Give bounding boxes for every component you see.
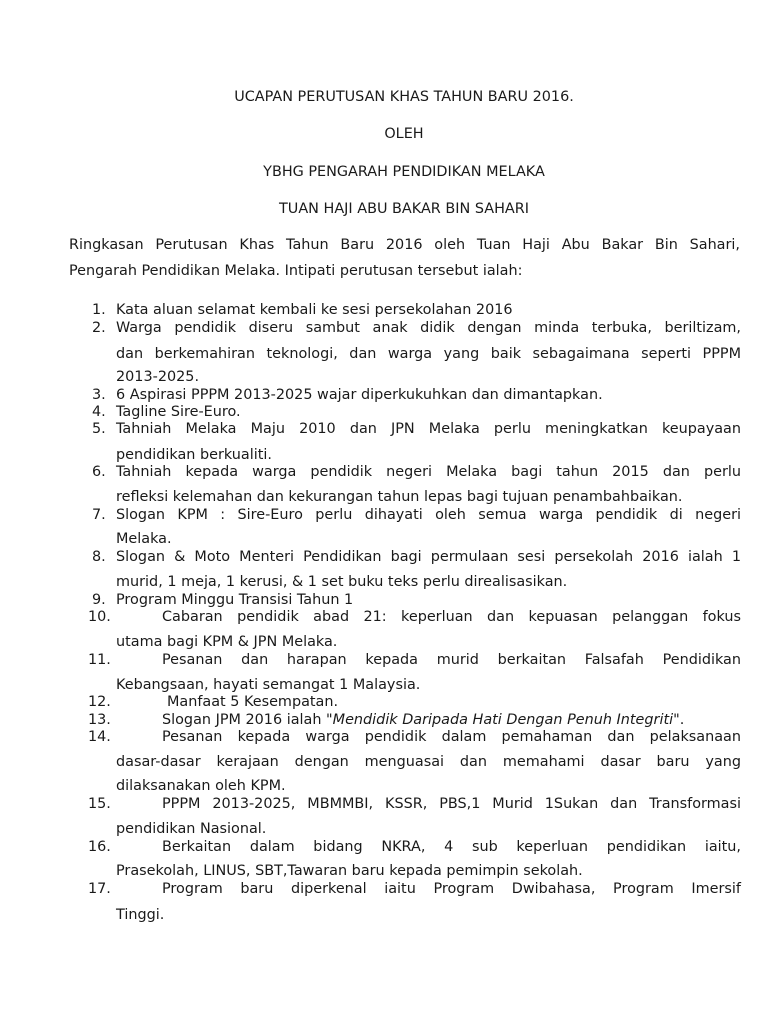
slogan-prefix: Slogan JPM 2016 ialah ": [162, 712, 333, 728]
list-number: 10.: [88, 609, 111, 625]
list-number: 8.: [92, 549, 106, 565]
list-text-continued: 2013-2025.: [116, 369, 200, 385]
list-number: 5.: [92, 421, 106, 437]
list-text: Slogan KPM : Sire-Euro perlu dihayati oleh semua warga pendidik di negeri: [116, 507, 741, 523]
list-text: Berkaitan dalam bidang NKRA, 4 sub keperluan pendidikan iaitu,: [162, 839, 741, 855]
list-text-continued: dilaksanakan oleh KPM.: [116, 778, 286, 794]
list-number: 7.: [92, 507, 106, 523]
intro-line-1: Ringkasan Perutusan Khas Tahun Baru 2016 oleh Tuan Haji Abu Bakar Bin Sahari,: [69, 237, 740, 253]
list-text-continued: Kebangsaan, hayati semangat 1 Malaysia.: [116, 677, 421, 693]
document-title: UCAPAN PERUTUSAN KHAS TAHUN BARU 2016.: [234, 89, 574, 105]
list-number: 14.: [88, 729, 111, 745]
list-text: Tahniah Melaka Maju 2010 dan JPN Melaka perlu meningkatkan keupayaan: [116, 421, 741, 437]
byline-oleh: OLEH: [384, 126, 424, 142]
list-number: 16.: [88, 839, 111, 855]
slogan-italic: Mendidik Daripada Hati Dengan Penuh Integriti: [332, 712, 674, 728]
list-number: 6.: [92, 464, 106, 480]
list-number: 2.: [92, 320, 106, 336]
list-text: Pesanan dan harapan kepada murid berkaitan Falsafah Pendidikan: [162, 652, 741, 668]
list-number: 9.: [92, 592, 106, 608]
list-text: Program Minggu Transisi Tahun 1: [116, 592, 354, 608]
list-text-continued: pendidikan berkualiti.: [116, 447, 272, 463]
list-text: Tagline Sire-Euro.: [116, 404, 241, 420]
intro-line-2: Pengarah Pendidikan Melaka. Intipati perutusan tersebut ialah:: [69, 263, 523, 279]
list-text: [162, 711, 741, 729]
list-number: 15.: [88, 796, 111, 812]
list-text-continued: Tinggi.: [116, 907, 165, 923]
author-position: YBHG PENGARAH PENDIDIKAN MELAKA: [263, 164, 545, 180]
list-number: 3.: [92, 387, 106, 403]
list-text-continued: pendidikan Nasional.: [116, 821, 267, 837]
list-text: Manfaat 5 Kesempatan.: [167, 694, 339, 710]
list-number: 12.: [88, 694, 111, 710]
list-text: Warga pendidik diseru sambut anak didik dengan minda terbuka, beriltizam,: [116, 320, 741, 336]
author-name: TUAN HAJI ABU BAKAR BIN SAHARI: [279, 201, 529, 217]
list-number: 4.: [92, 404, 106, 420]
list-text-continued: utama bagi KPM & JPN Melaka.: [116, 634, 338, 650]
list-text: Program baru diperkenal iaitu Program Dwibahasa, Program Imersif: [162, 881, 741, 897]
list-number: 13.: [88, 712, 111, 728]
list-text: Pesanan kepada warga pendidik dalam pemahaman dan pelaksanaan: [162, 729, 741, 745]
list-text: 6 Aspirasi PPPM 2013-2025 wajar diperkukuhkan dan dimantapkan.: [116, 387, 603, 403]
list-text: Cabaran pendidik abad 21: keperluan dan kepuasan pelanggan fokus: [162, 609, 741, 625]
list-number: 1.: [92, 302, 106, 318]
list-text-continued: Melaka.: [116, 531, 172, 547]
list-number: 17.: [88, 881, 111, 897]
list-text-continued: dasar-dasar kerajaan dengan menguasai dan memahami dasar baru yang: [116, 754, 741, 770]
list-number: 11.: [88, 652, 111, 668]
list-text: PPPM 2013-2025, MBMMBI, KSSR, PBS,1 Murid 1Sukan dan Transformasi: [162, 796, 741, 812]
list-text: Kata aluan selamat kembali ke sesi persekolahan 2016: [116, 302, 513, 318]
list-text-continued: dan berkemahiran teknologi, dan warga yang baik sebagaimana seperti PPPM: [116, 346, 741, 362]
list-text-continued: refleksi kelemahan dan kekurangan tahun lepas bagi tujuan penambahbaikan.: [116, 489, 683, 505]
list-text: Slogan & Moto Menteri Pendidikan bagi permulaan sesi persekolah 2016 ialah 1: [116, 549, 741, 565]
list-text-continued: murid, 1 meja, 1 kerusi, & 1 set buku teks perlu direalisasikan.: [116, 574, 568, 590]
list-text: Tahniah kepada warga pendidik negeri Melaka bagi tahun 2015 dan perlu: [116, 464, 741, 480]
list-text-continued: Prasekolah, LINUS, SBT,Tawaran baru kepada pemimpin sekolah.: [116, 863, 583, 879]
slogan-suffix: ".: [673, 712, 685, 728]
